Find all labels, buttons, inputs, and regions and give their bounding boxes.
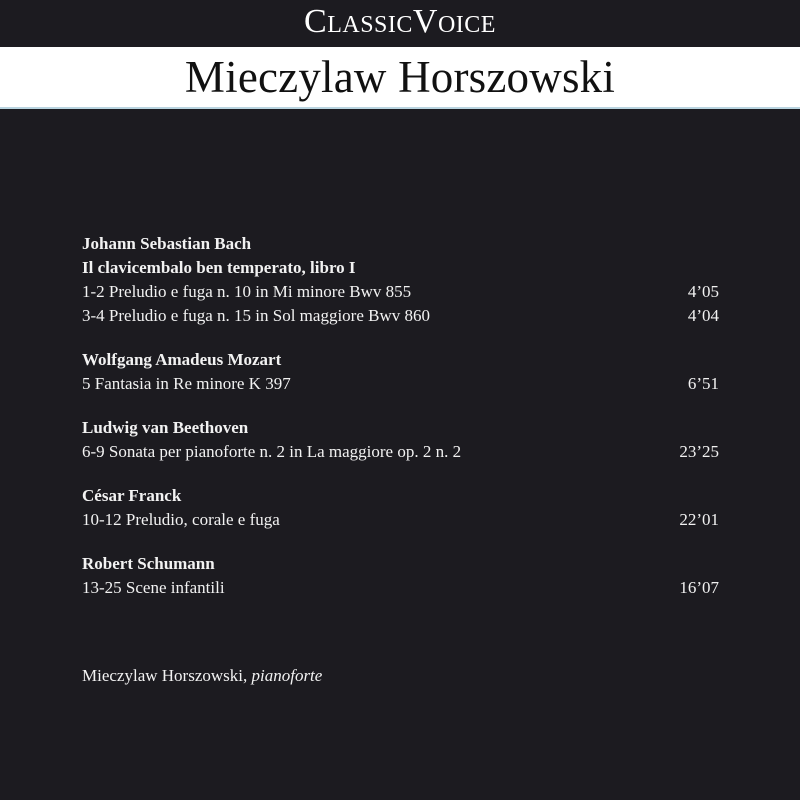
- performer-role: pianoforte: [251, 666, 323, 685]
- artist-banner: [0, 47, 800, 109]
- track-title: 1-2 Preludio e fuga n. 10 in Mi minore Bwv 855: [82, 282, 412, 301]
- track-row: [82, 280, 719, 304]
- track-row: [82, 440, 719, 464]
- performer-credit: [82, 664, 322, 688]
- performer-name: Mieczylaw Horszowski,: [82, 666, 248, 685]
- track-duration: 4’05: [687, 282, 719, 301]
- track-duration: 23’25: [679, 442, 719, 461]
- track-title: 3-4 Preludio e fuga n. 15 in Sol maggiore Bwv 860: [82, 306, 430, 325]
- composer-name: Wolfgang Amadeus Mozart: [82, 350, 282, 369]
- track-title: 6-9 Sonata per pianoforte n. 2 in La maggiore op. 2 n. 2: [82, 442, 462, 461]
- track-title: 5 Fantasia in Re minore K 397: [82, 374, 291, 393]
- composer-section-mozart: [82, 348, 719, 396]
- composer-name: César Franck: [82, 486, 182, 505]
- track-title: 10-12 Preludio, corale e fuga: [82, 510, 280, 529]
- composer-section-beethoven: [82, 416, 719, 464]
- composer-section-franck: [82, 484, 719, 532]
- track-duration: 4’04: [687, 306, 719, 325]
- composer-name: Ludwig van Beethoven: [82, 418, 249, 437]
- artist-name: Mieczylaw Horszowski: [184, 52, 616, 102]
- track-row: [82, 372, 719, 396]
- brand-logo-text: ClassicVoice: [304, 3, 496, 40]
- track-listing: [82, 232, 719, 620]
- track-row: [82, 304, 719, 328]
- track-row: [82, 508, 719, 532]
- track-duration: 6’51: [687, 374, 719, 393]
- track-title: 13-25 Scene infantili: [82, 578, 225, 597]
- composer-section-bach: [82, 232, 719, 328]
- composer-name: Johann Sebastian Bach: [82, 234, 252, 253]
- work-title: Il clavicembalo ben temperato, libro I: [82, 258, 356, 277]
- track-duration: 22’01: [679, 510, 719, 529]
- track-row: [82, 576, 719, 600]
- composer-name: Robert Schumann: [82, 554, 215, 573]
- track-duration: 16’07: [679, 578, 719, 597]
- composer-section-schumann: [82, 552, 719, 600]
